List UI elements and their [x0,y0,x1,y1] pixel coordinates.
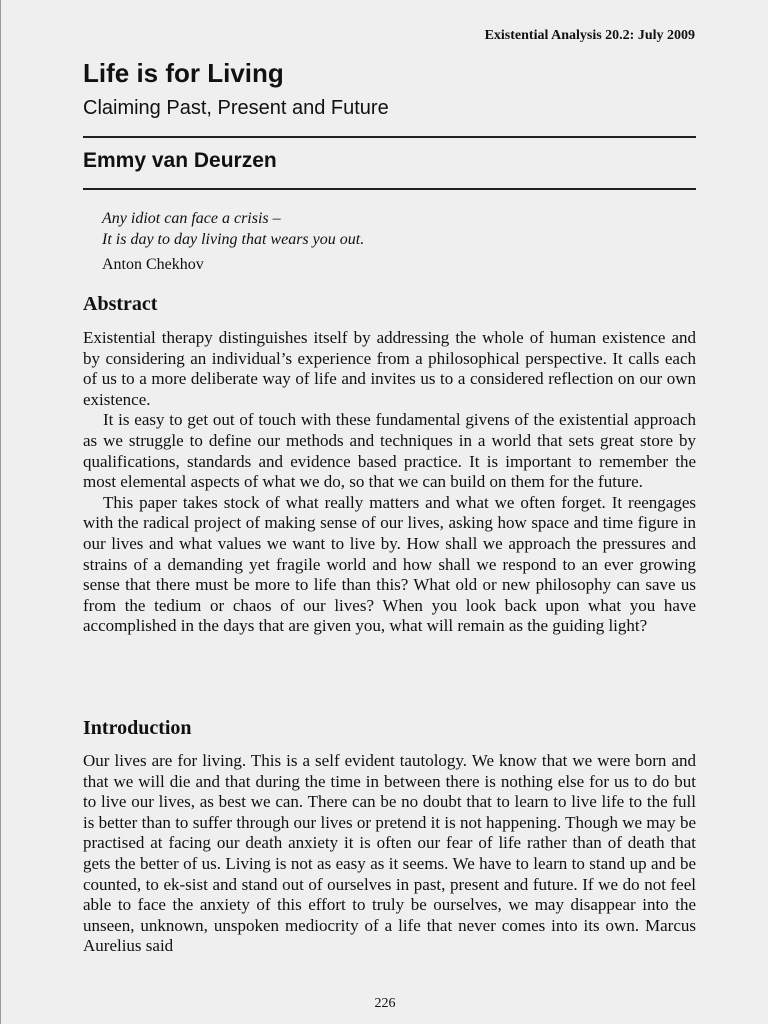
author-divider [83,188,696,190]
introduction-heading: Introduction [83,717,192,739]
abstract-paragraph-2: It is easy to get out of touch with these fundamental givens of the existential approach as we struggle to define our methods and techniques in a world that sets great store by qualifications, standards and evidence based practice. It is important to remember the most elemental aspects of what we do, so that we can build on them for the future. [83,410,696,492]
epigraph-line-2: It is day to day living that wears you out. [102,231,365,248]
abstract-heading: Abstract [83,293,158,315]
epigraph-attribution: Anton Chekhov [102,256,204,273]
epigraph-line-1: Any idiot can face a crisis – [102,210,281,227]
author-name: Emmy van Deurzen [83,149,277,172]
abstract-body [83,328,696,637]
epigraph [102,208,364,275]
introduction-paragraph: Our lives are for living. This is a self evident tautology. We know that we were born and that we will die and that during the time in between there is nothing else for us to do but to live our lives, as best we can. There can be no doubt that to learn to live life to the full is better than to suffer through our lives or pretend it is not happening. Though we may be practised at facing our death anxiety it is often our fear of life rather than of death that gets the better of us. Living is not as easy as it seems. We have to learn to stand up and be counted, to ek-sist and stand out of ourselves in past, present and future. If we do not feel able to face the anxiety of this effort to truly be ourselves, we may disappear into the unseen, unknown, unspoken mediocrity of a life that never comes into its own. Marcus Aurelius said [83,751,696,956]
page-number: 226 [374,996,396,1011]
journal-header: Existential Analysis 20.2: July 2009 [484,28,695,43]
abstract-paragraph-3: This paper takes stock of what really matters and what we often forget. It reengages with the radical project of making sense of our lives, asking how space and time figure in our lives and what values we want to live by. How shall we approach the pressures and strains of a demanding yet fragile world and how shall we respond to an ever growing sense that there must be more to life than this? What old or new philosophy can save us from the tedium or chaos of our lives? When you look back upon what you have accomplished in the days that are given you, what will remain as the guiding light? [83,492,696,636]
article-subtitle: Claiming Past, Present and Future [83,97,389,119]
title-divider [83,136,696,138]
article-title: Life is for Living [83,58,284,88]
introduction-body [83,751,696,957]
abstract-paragraph-1: Existential therapy distinguishes itself by addressing the whole of human existence and by considering an individual’s experience from a philosophical perspective. It calls each of us to a more deliberate way of life and invites us to a considered reflection on our own existence. [83,328,696,409]
